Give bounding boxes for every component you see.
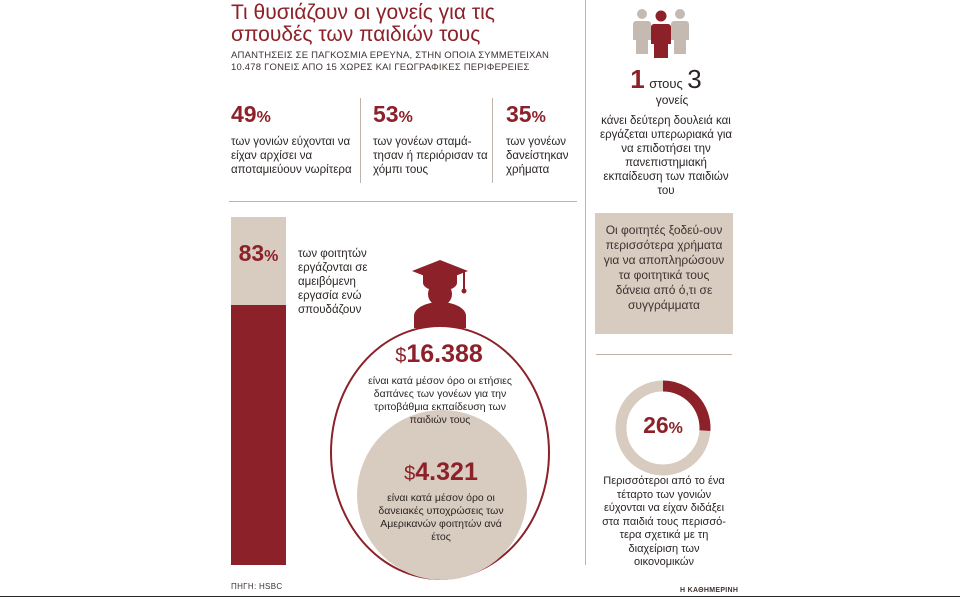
stat-text: των γονέων σταμά-τησαν ή περιόρισαν τα χόμπι τους [373, 136, 488, 176]
graduate-icon [410, 260, 470, 328]
stat-text: των γονιών εύχονται να είχαν αρχίσει να αποταμιεύουν νωρίτερα [231, 136, 352, 176]
ratio-word: στους [649, 76, 683, 91]
stat-divider [492, 98, 493, 183]
page-title: Τι θυσιάζουν οι γονείς για τις σπουδές των παιδιών τους [231, 1, 495, 46]
publisher-credit: Η ΚΑΘΗΜΕΡΙΝΗ [680, 587, 739, 594]
ratio-parents: γονείς [655, 93, 689, 107]
donut-value: 26% [643, 412, 683, 438]
donut-text: Περισσότεροι από το ένα τέταρτο των γονιών εύχονται να είχαν διδάξει στα παιδιά τους περισσό-τερα σχετικά με τη διαχείριση των οικονομικών [602, 475, 726, 568]
people-icon [632, 8, 690, 58]
stat-value: 35% [506, 101, 546, 127]
parent-cost-amount: $16.388 [395, 340, 483, 368]
ratio-line [596, 64, 736, 95]
stat-block [506, 102, 582, 177]
ratio-one: 1 [630, 64, 645, 94]
parent-cost-text: είναι κατά μέσον όρο οι ετήσιες δαπάνες των γονέων για την τριτοβάθμια εκπαίδευση των παιδιών τους [368, 375, 512, 426]
students-bar-track [231, 217, 286, 565]
ratio-three: 3 [687, 64, 702, 94]
stat-text: των γονέων δανείστηκαν χρήματα [506, 136, 569, 176]
students-bar-text: των φοιτητών εργάζονται σε αμειβόμενη εργασία ενώ σπουδάζουν [298, 248, 368, 316]
stat-divider [360, 98, 361, 183]
stat-value: 49% [231, 101, 271, 127]
section-divider [596, 354, 732, 355]
page-subtitle: ΑΠΑΝΤΗΣΕΙΣ ΣΕ ΠΑΓΚΟΣΜΙΑ ΕΡΕΥΝΑ, ΣΤΗΝ ΟΠΟΙΑ ΣΥΜΜΕΤΕΙΧΑΝ 10.478 ΓΟΝΕΙΣ ΑΠΟ 15 ΧΩΡΕΣ ΚΑΙ ΓΕΩΓΡΑΦΙΚΕΣ ΠΕΡΙΦΕΡΕΙΕΣ [231, 50, 550, 73]
source-note: ΠΗΓΗ: HSBC [231, 582, 283, 591]
section-divider [229, 201, 577, 202]
students-bar-value: 83% [238, 240, 279, 266]
students-info-box: Οι φοιτητές ξοδεύ-ουν περισσότερα χρήματα για να αποπληρώσουν τα φοιτητικά τους δάνεια από ό,τι σε συγγράμματα [595, 213, 733, 334]
stat-value: 53% [373, 101, 413, 127]
column-divider [585, 0, 586, 565]
stat-block [373, 102, 488, 177]
bottom-rule [0, 596, 960, 597]
loan-cost-amount: $4.321 [404, 458, 478, 486]
loan-cost-text: είναι κατά μέσον όρο οι δανειακές υποχρώσεις των Αμερικανών φοιτητών ανά έτος [378, 492, 504, 543]
ratio-text: κάνει δεύτερη δουλειά και εργάζεται υπερωριακά για να επιδοτήσει την πανεπιστημιακή εκπαίδευση των παιδιών του [599, 115, 733, 197]
stat-block [231, 102, 359, 177]
students-bar-fill [231, 305, 286, 565]
